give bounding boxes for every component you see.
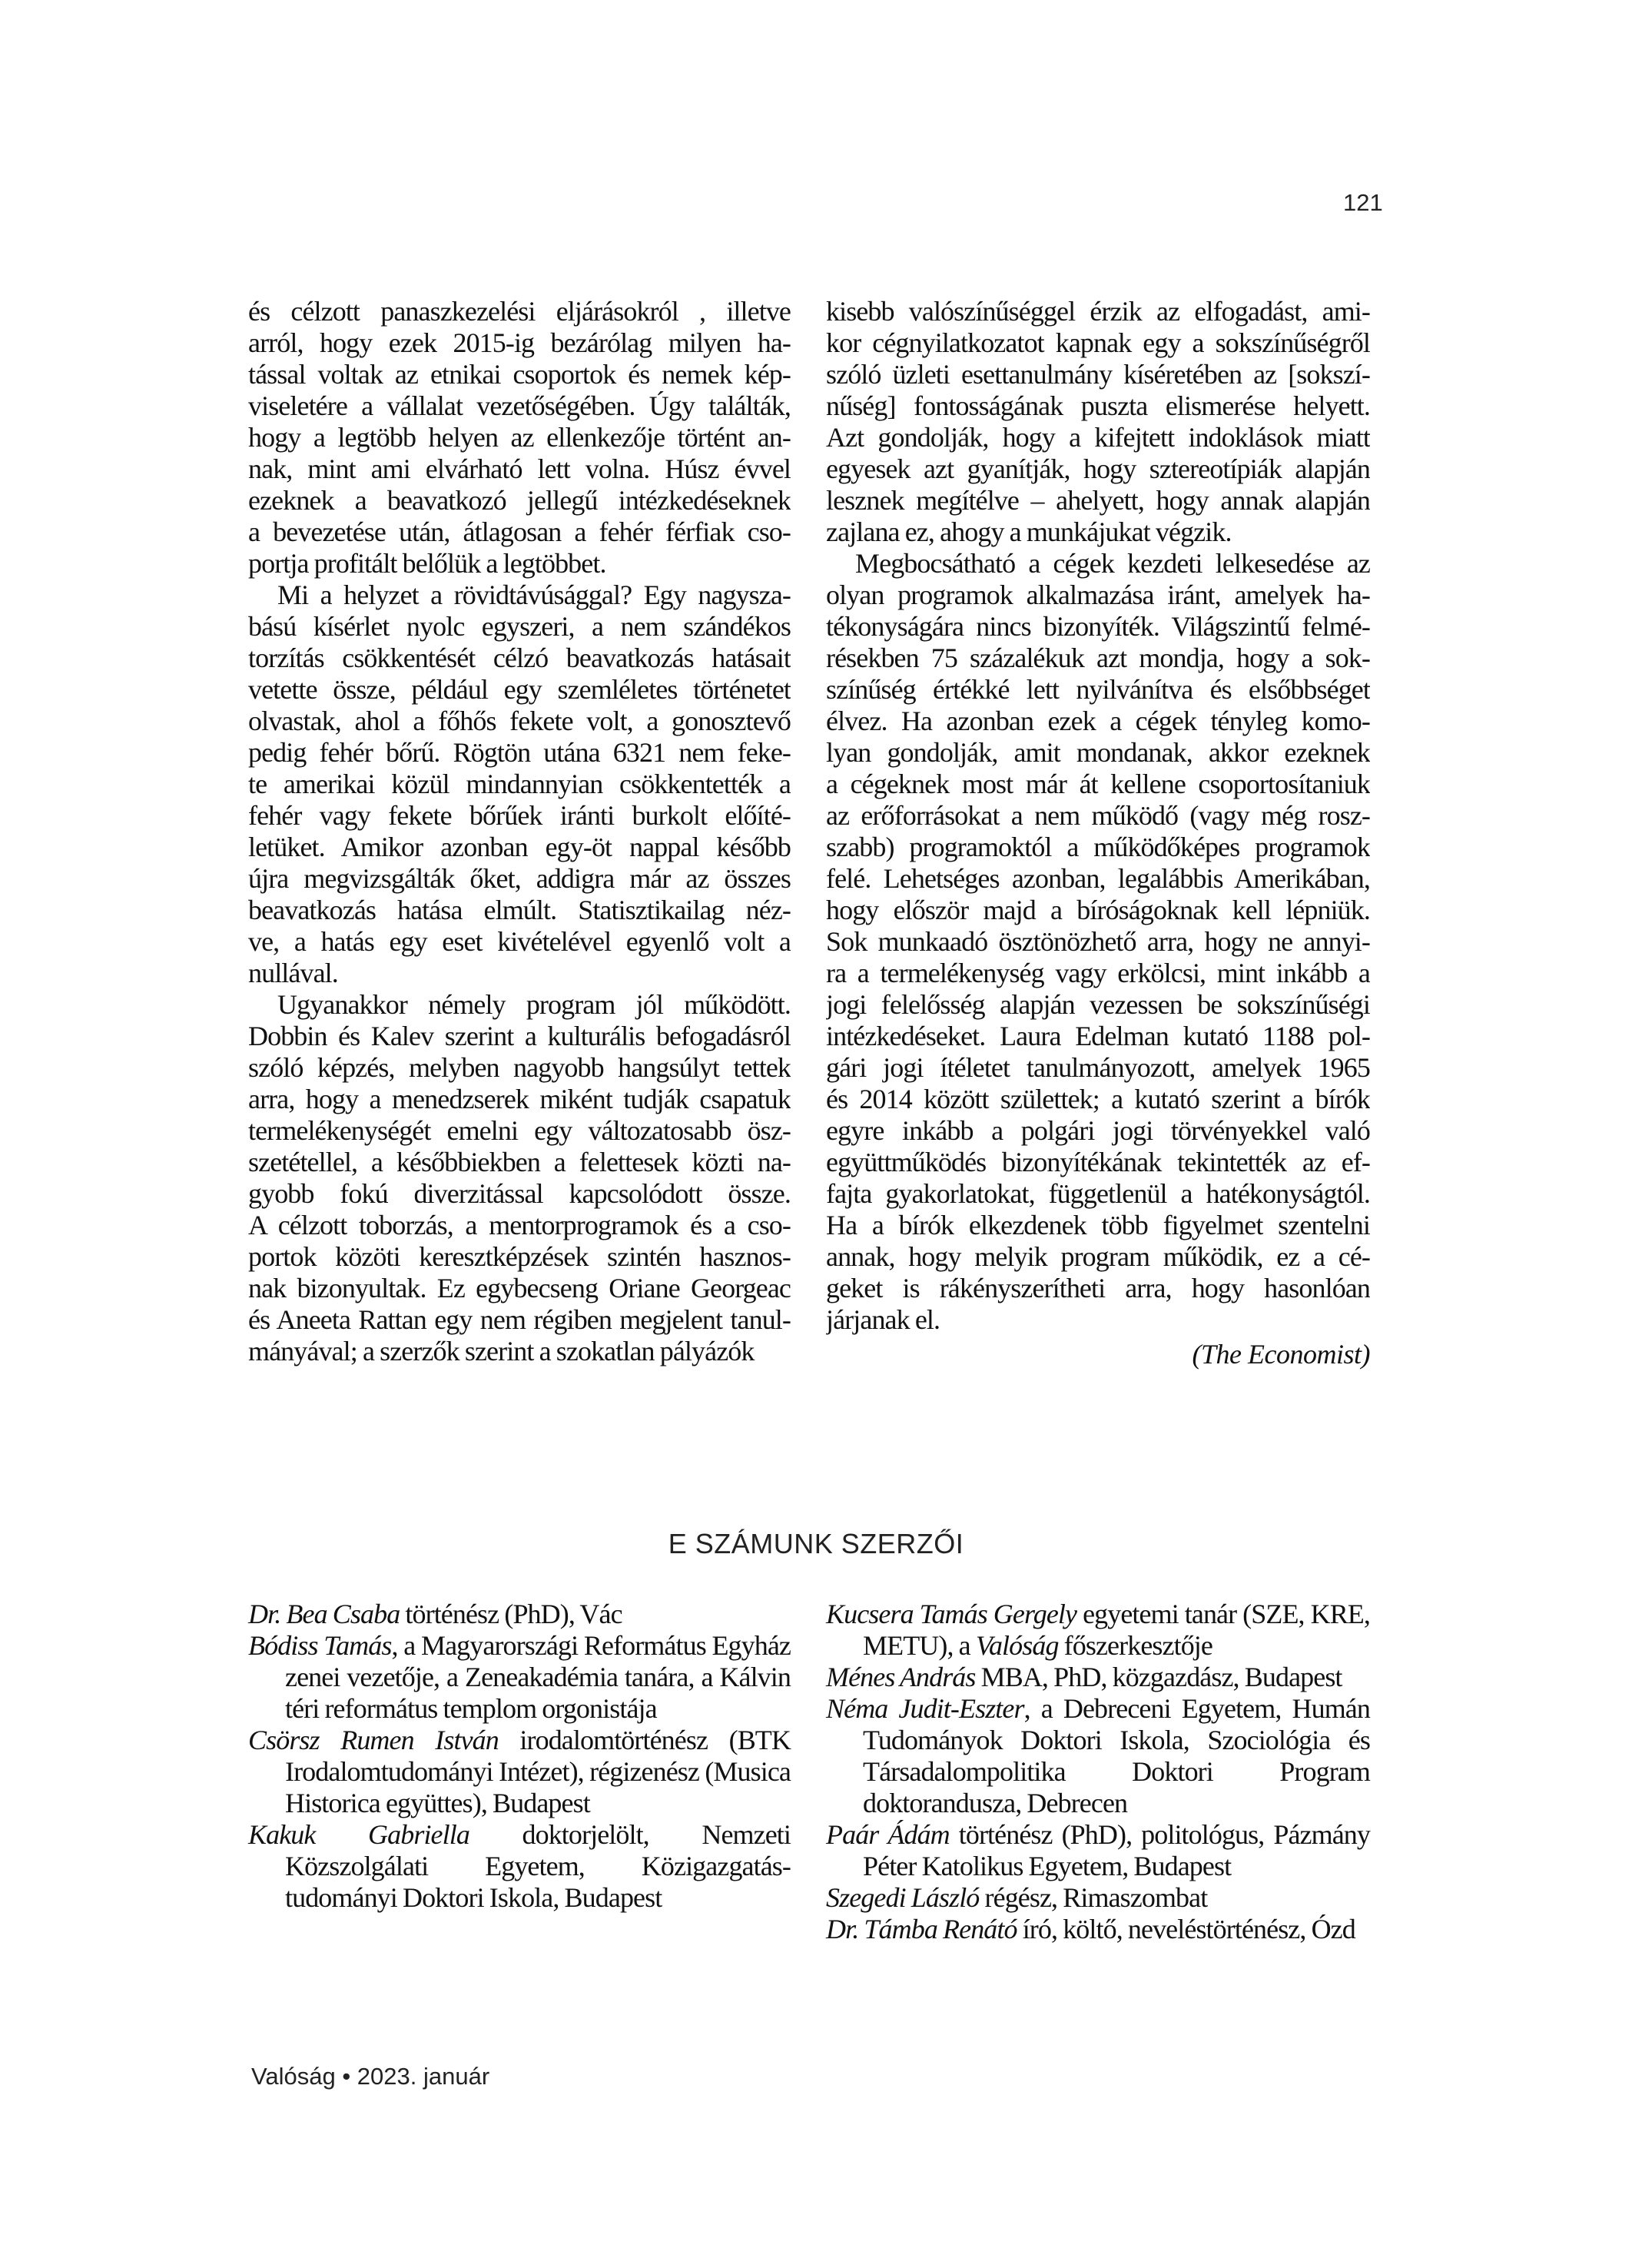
section-heading: E SZÁMUNK SZERZŐI (668, 1528, 964, 1559)
text-line: termelékenységét emelni egy változatosabb ösz- (248, 1115, 791, 1146)
contributor-description: történész (PhD), politológus, Pázmány Péter Katolikus Egyetem, Budapest (863, 1819, 1371, 1881)
text-line: jogi felelősség alapján vezessen be sokszínűségi (826, 989, 1370, 1020)
text-line: intézkedéseket. Laura Edelman kutató 1188 pol- (826, 1021, 1370, 1051)
text-line: pedig fehér bőrű. Rögtön utána 6321 nem feke- (248, 737, 791, 768)
contributor-description-tail: főszerkesztője (1058, 1630, 1212, 1661)
journal-title: Valóság (975, 1630, 1059, 1661)
text-line: geket is rákényszerítheti arra, hogy hasonlóan (826, 1273, 1370, 1303)
text-line: Mi a helyzet a rövidtávúsággal? Egy nagysza- (277, 579, 791, 610)
text-line: gyobb fokú diverzitással kapcsolódott össze. (248, 1178, 791, 1209)
text-line: Sok munkaadó ösztönözhető arra, hogy ne annyi- (826, 926, 1370, 957)
contributor-entry (826, 1819, 1370, 1882)
text-line: nullával. (248, 958, 338, 988)
contributor-description: irodalomtörténész (BTK Irodalomtudományi Intézet), régizenész (Musica Historica együttes), Budapest (285, 1725, 791, 1818)
text-line: portja profitált belőlük a legtöbbet. (248, 548, 606, 579)
text-line: zajlana ez, ahogy a munkájukat végzik. (826, 516, 1232, 547)
text-line: olvastak, ahol a főhős fekete volt, a gonosztevő (248, 706, 791, 736)
text-line: lyan gondolják, amit mondanak, akkor ezeknek (826, 737, 1370, 768)
text-line: annak, hogy melyik program működik, ez a cé- (826, 1241, 1370, 1272)
text-line: hogy a legtöbb helyen az ellenkezője történt an- (248, 422, 791, 453)
text-line: és 2014 között születtek; a kutató szerint a bírók (826, 1084, 1370, 1114)
paragraph (248, 989, 791, 1367)
text-line: mányával; a szerzők szerint a szokatlan pályázók (248, 1336, 755, 1366)
article-column-left (248, 296, 791, 1367)
contributor-name: Bódiss Tamás (248, 1630, 392, 1661)
contributor-name: Szegedi László (826, 1882, 980, 1913)
text-line: egyre inkább a polgári jogi törvényekkel való (826, 1115, 1370, 1146)
article-column-right (826, 296, 1370, 1370)
text-line: kor cégnyilatkozatot kapnak egy a sokszínűségről (826, 327, 1370, 358)
text-line: a cégeknek most már át kellene csoportosítaniuk (826, 769, 1370, 799)
text-line: az erőforrásokat a nem működő (vagy még rosz- (826, 800, 1370, 831)
text-line: fajta gyakorlatokat, függetlenül a hatékonyságtól. (826, 1178, 1370, 1209)
text-line: A célzott toborzás, a mentorprogramok és a cso- (248, 1210, 791, 1240)
contributor-entry (248, 1819, 791, 1914)
contributor-name: Kakuk Gabriella (248, 1819, 469, 1850)
text-line: hogy először majd a bíróságoknak kell lépniük. (826, 895, 1370, 925)
paragraph (826, 548, 1370, 1336)
paragraph (826, 296, 1370, 548)
contributor-entry (826, 1662, 1370, 1693)
contributor-description: író, költő, neveléstörténész, Ózd (1017, 1914, 1355, 1944)
contributor-name: Kucsera Tamás Gergely (826, 1599, 1077, 1629)
text-line: Ugyanakkor némely program jól működött. (277, 989, 791, 1020)
footer-issue-info: Valóság • 2023. január (251, 2063, 490, 2090)
text-line: ezeknek a beavatkozó jellegű intézkedéseknek (248, 485, 791, 516)
text-line: élvez. Ha azonban ezek a cégek tényleg komo- (826, 706, 1370, 736)
text-line: vetette össze, például egy szemléletes történetet (248, 674, 791, 705)
contributor-name: Paár Ádám (826, 1819, 950, 1850)
page-number: 121 (1343, 189, 1383, 216)
text-line: nűség] fontosságának puszta elismerése helyett. (826, 390, 1370, 421)
contributor-name: Ménes András (826, 1662, 976, 1692)
text-line: szóló képzés, melyben nagyobb hangsúlyt tettek (248, 1052, 791, 1083)
text-line: nak bizonyultak. Ez egybecseng Oriane Georgeac (248, 1273, 791, 1303)
contributor-entry (826, 1882, 1370, 1914)
contributor-entry (248, 1630, 791, 1725)
text-line: te amerikai közül mindannyian csökkentették a (248, 769, 791, 799)
text-line: újra megvizsgálták őket, addigra már az összes (248, 863, 791, 894)
contributor-description: doktorjelölt, Nemzeti Közszolgálati Egyetem, Közigazgatás-tudományi Doktori Iskola, Budapest (285, 1819, 791, 1913)
text-line: nak, mint ami elvárható lett volna. Húsz évvel (248, 453, 791, 484)
contributor-entry (826, 1914, 1370, 1945)
text-line: tékonyságára nincs bizonyíték. Világszintű felmé- (826, 611, 1370, 642)
text-line: bású kísérlet nyolc egyszeri, a nem szándékos (248, 611, 791, 642)
contributor-entry (826, 1599, 1370, 1662)
text-line: viseletére a vállalat vezetőségében. Úgy találták, (248, 390, 791, 421)
text-line: tással voltak az etnikai csoportok és nemek kép- (248, 359, 791, 390)
text-line: szetétellel, a későbbiekben a felettesek közti na- (248, 1147, 791, 1177)
contributor-entry (248, 1599, 791, 1630)
text-line: olyan programok alkalmazása iránt, amelyek ha- (826, 579, 1370, 610)
text-line: járjanak el. (826, 1304, 940, 1335)
text-line: lesznek megítélve – ahelyett, hogy annak alapján (826, 485, 1370, 516)
text-line: és célzott panaszkezelési eljárásokról , illetve (248, 296, 791, 327)
contributor-description: , a Magyarországi Református Egyház zenei vezetője, a Zeneakadémia tanára, a Kálvin téri református templom orgonistája (285, 1630, 791, 1724)
contributor-entry (826, 1693, 1370, 1819)
text-line: Megbocsátható a cégek kezdeti lelkesedése az (855, 548, 1370, 579)
contributors-list-right (826, 1599, 1370, 1945)
text-line: a bevezetése után, átlagosan a fehér férfiak cso- (248, 516, 791, 547)
text-line: Azt gondolják, hogy a kifejtett indoklások miatt (826, 422, 1370, 453)
text-line: portok közöti keresztképzések szintén hasznos- (248, 1241, 791, 1272)
paragraph (248, 296, 791, 579)
text-line: résekben 75 százalékuk azt mondja, hogy a sok- (826, 643, 1370, 673)
contributor-name: Dr. Támba Renátó (826, 1914, 1017, 1944)
text-line: felé. Lehetséges azonban, legalábbis Amerikában, (826, 863, 1370, 894)
text-line: kisebb valószínűséggel érzik az elfogadást, ami- (826, 296, 1370, 327)
contributor-entry (248, 1725, 791, 1819)
text-line: letüket. Amikor azonban egy-öt nappal később (248, 832, 791, 862)
contributor-description: , a Debreceni Egyetem, Humán Tudományok Doktori Iskola, Szociológia és Társadalompolitika Doktori Program doktorandusza, Debrecen (863, 1693, 1370, 1818)
text-line: arról, hogy ezek 2015-ig bezárólag milyen ha- (248, 327, 791, 358)
text-line: egyesek azt gyanítják, hogy sztereotípiák alapján (826, 453, 1370, 484)
text-line: ve, a hatás egy eset kivételével egyenlő volt a (248, 926, 791, 957)
contributor-description: MBA, PhD, közgazdász, Budapest (975, 1662, 1342, 1692)
paragraph (248, 579, 791, 989)
text-line: arra, hogy a menedzserek miként tudják csapatuk (248, 1084, 791, 1114)
contributor-name: Néma Judit-Eszter (826, 1693, 1024, 1724)
text-line: torzítás csökkentését célzó beavatkozás hatásait (248, 643, 791, 673)
text-line: szóló üzleti esettanulmány kíséretében az [sokszí- (826, 359, 1370, 390)
text-line: gári jogi ítéletet tanulmányozott, amelyek 1965 (826, 1052, 1370, 1083)
contributor-description: történész (PhD), Vác (400, 1599, 622, 1629)
contributors-list-left (248, 1599, 791, 1914)
text-line: Ha a bírók elkezdenek több figyelmet szentelni (826, 1210, 1370, 1240)
text-line: színűség értékké lett nyilvánítva és elsőbbséget (826, 674, 1370, 705)
text-line: és Aneeta Rattan egy nem régiben megjelent tanul- (248, 1304, 791, 1335)
source-attribution: (The Economist) (1192, 1339, 1370, 1370)
contributor-description: régész, Rimaszombat (979, 1882, 1208, 1913)
text-line: szabb) programoktól a működőképes programok (826, 832, 1370, 862)
text-line: fehér vagy fekete bőrűek iránti burkolt előíté- (248, 800, 791, 831)
contributor-name: Dr. Bea Csaba (248, 1599, 400, 1629)
contributor-description: egyetemi tanár (SZE, KRE, METU), a (863, 1599, 1370, 1661)
text-line: beavatkozás hatása elmúlt. Statisztikailag néz- (248, 895, 791, 925)
text-line: ra a termelékenység vagy erkölcsi, mint inkább a (826, 958, 1370, 988)
text-line: Dobbin és Kalev szerint a kulturális befogadásról (248, 1021, 791, 1051)
text-line: együttműködés bizonyítékának tekintették az ef- (826, 1147, 1370, 1177)
contributor-name: Csörsz Rumen István (248, 1725, 499, 1755)
